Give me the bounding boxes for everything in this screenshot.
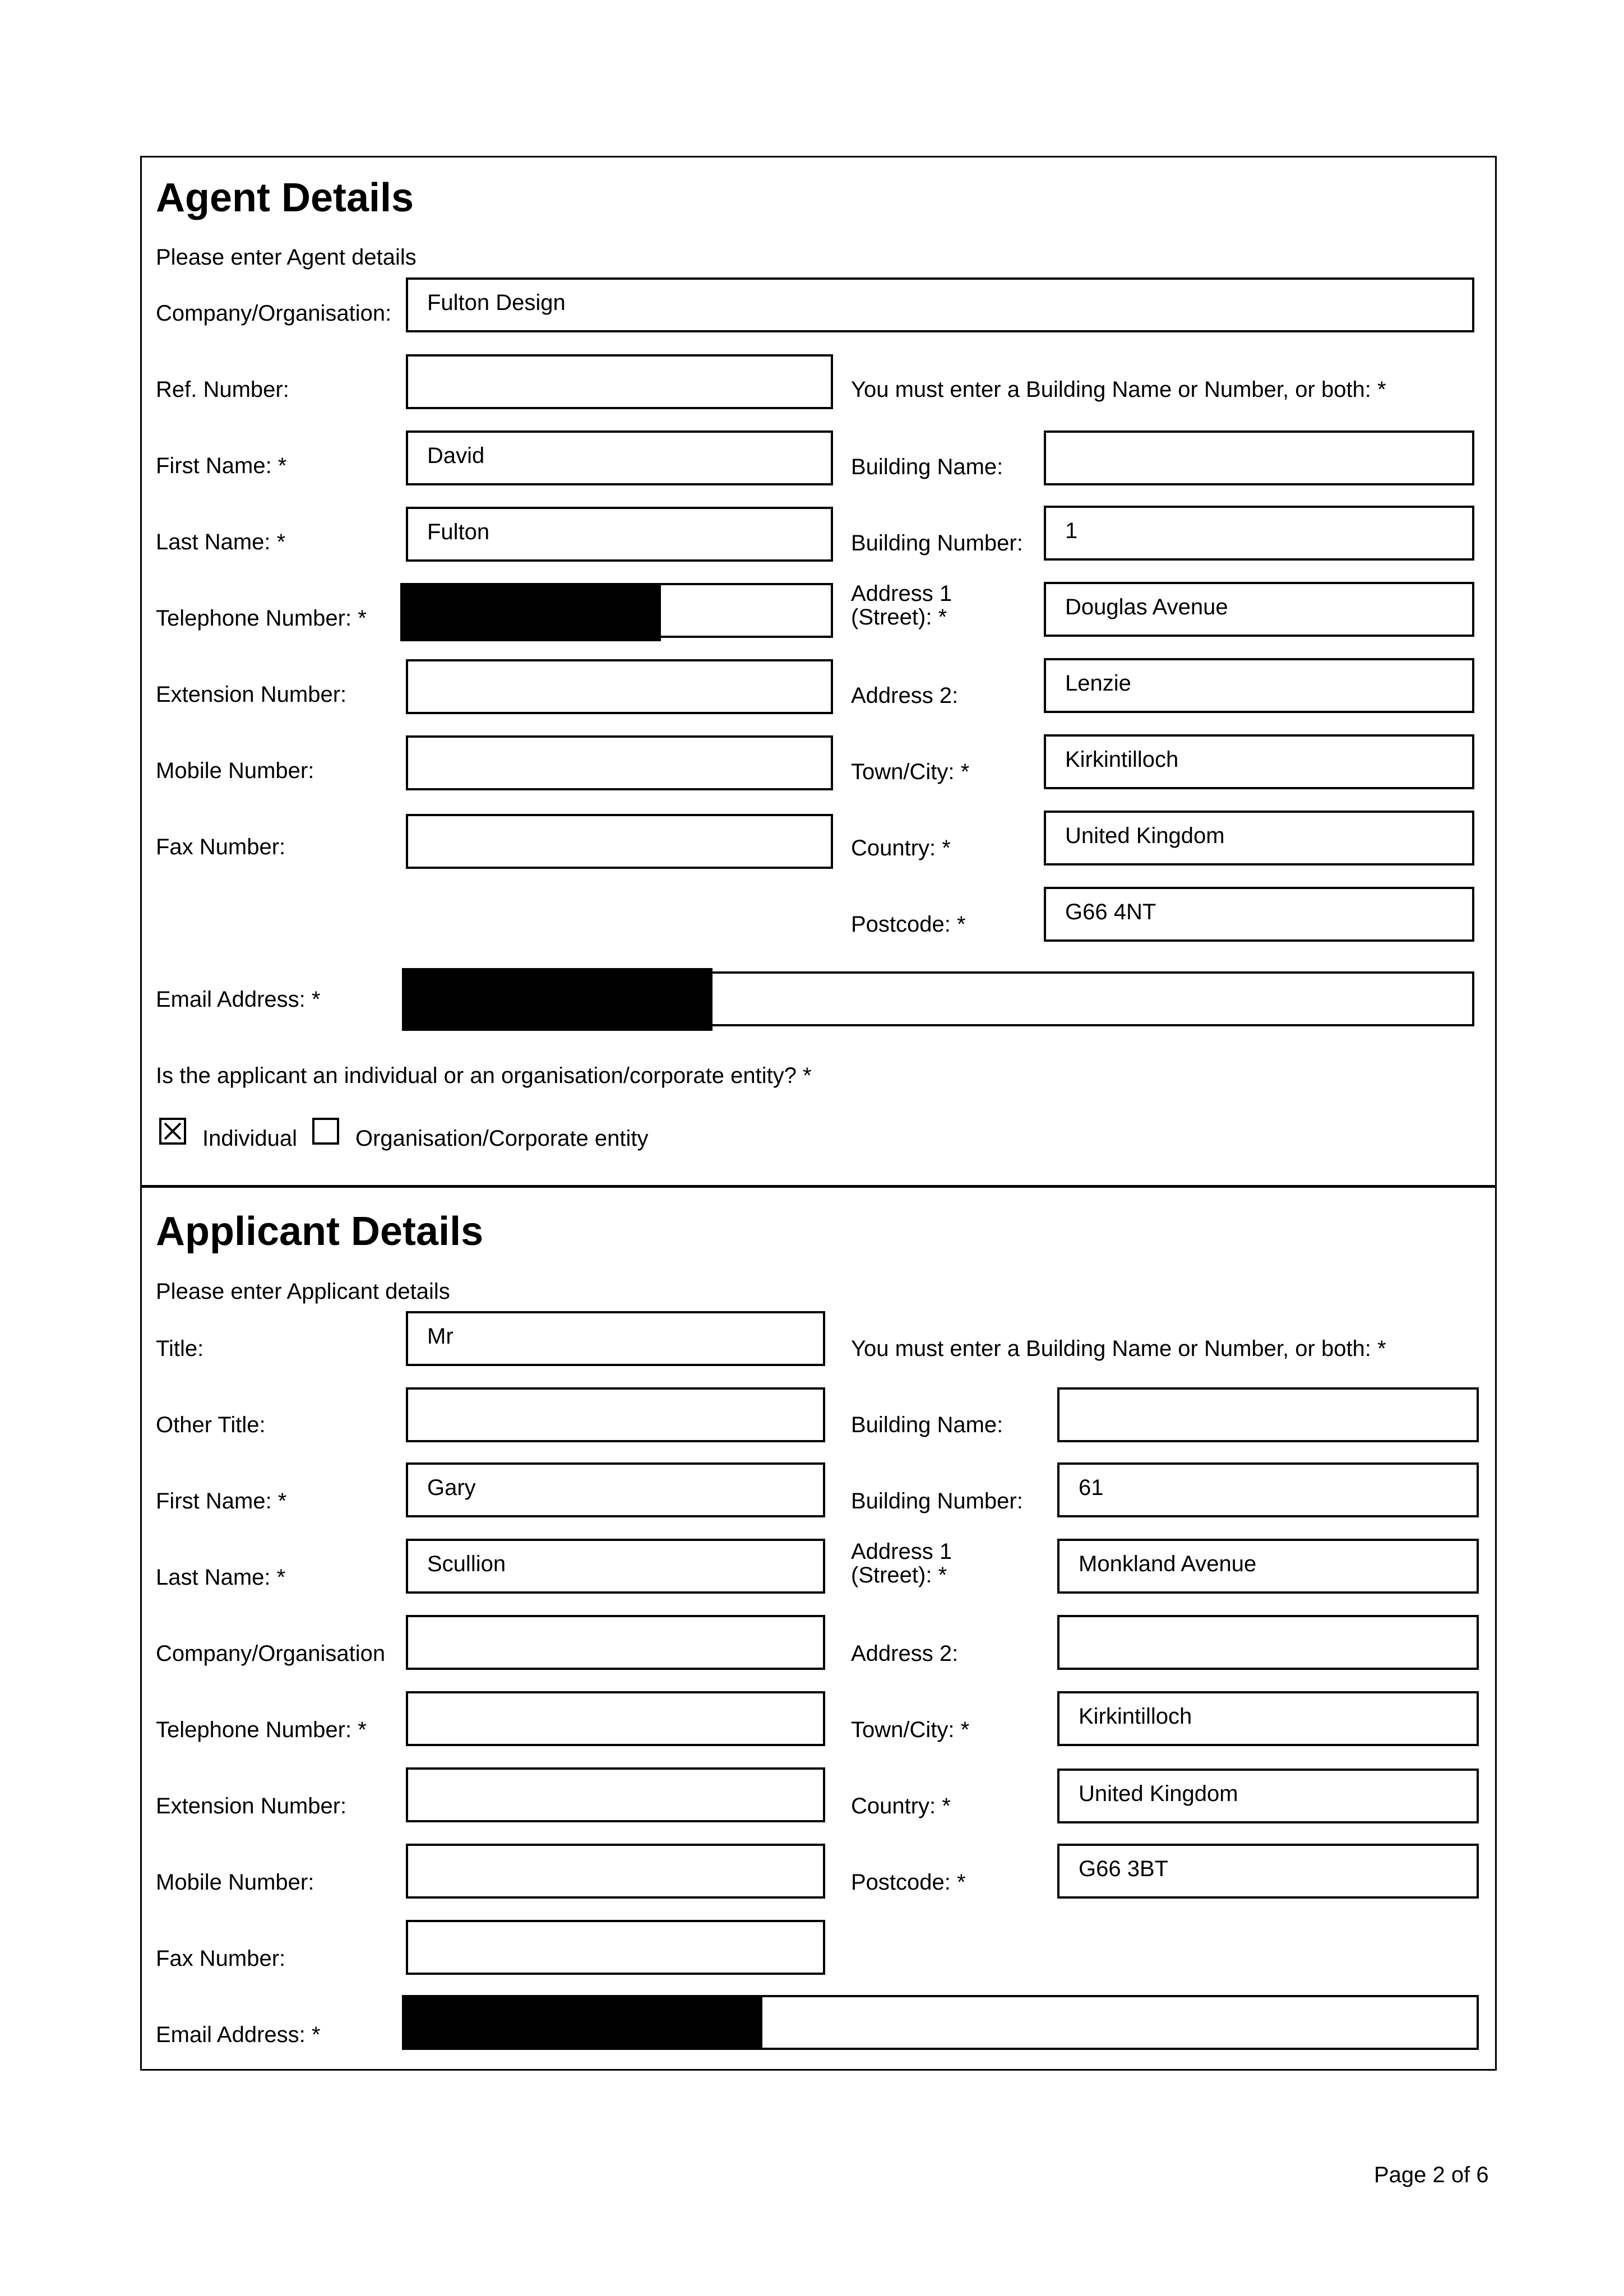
applicant-address2-label: Address 2: bbox=[851, 1641, 959, 1666]
agent-postcode-label: Postcode: * bbox=[851, 912, 966, 937]
agent-details-heading: Agent Details bbox=[156, 175, 414, 220]
agent-ref-field[interactable] bbox=[406, 354, 833, 409]
organisation-option-label: Organisation/Corporate entity bbox=[355, 1126, 649, 1151]
applicant-email-redaction bbox=[402, 1995, 762, 2050]
applicant-fax-label: Fax Number: bbox=[156, 1946, 286, 1971]
agent-country-label: Country: * bbox=[851, 836, 951, 860]
checkbox-cross-icon bbox=[161, 1120, 184, 1142]
applicant-building-name-label: Building Name: bbox=[851, 1413, 1003, 1437]
applicant-email-label: Email Address: * bbox=[156, 2022, 321, 2047]
applicant-country-field[interactable] bbox=[1057, 1769, 1479, 1823]
agent-address1-field[interactable] bbox=[1044, 582, 1474, 637]
applicant-country-value: United Kingdom bbox=[1079, 1781, 1238, 1806]
organisation-checkbox[interactable] bbox=[312, 1118, 339, 1145]
agent-town-field[interactable] bbox=[1044, 734, 1474, 789]
page-number: Page 2 of 6 bbox=[1374, 2163, 1489, 2187]
applicant-other-title-label: Other Title: bbox=[156, 1413, 266, 1437]
applicant-building-name-field[interactable] bbox=[1057, 1387, 1479, 1442]
agent-first-name-field[interactable] bbox=[406, 430, 833, 485]
agent-country-value: United Kingdom bbox=[1065, 823, 1225, 848]
agent-postcode-field[interactable] bbox=[1044, 887, 1474, 942]
applicant-last-name-label: Last Name: * bbox=[156, 1565, 286, 1590]
applicant-title-label: Title: bbox=[156, 1336, 204, 1361]
applicant-first-name-value: Gary bbox=[427, 1475, 476, 1500]
applicant-address1-value: Monkland Avenue bbox=[1079, 1552, 1257, 1576]
applicant-telephone-label: Telephone Number: * bbox=[156, 1718, 367, 1742]
agent-email-redaction bbox=[402, 968, 712, 1031]
agent-town-value: Kirkintilloch bbox=[1065, 747, 1179, 772]
agent-ref-label: Ref. Number: bbox=[156, 377, 289, 402]
section-divider bbox=[140, 1185, 1497, 1188]
applicant-mobile-field[interactable] bbox=[406, 1844, 825, 1899]
applicant-postcode-value: G66 3BT bbox=[1079, 1857, 1169, 1881]
applicant-first-name-field[interactable] bbox=[406, 1462, 825, 1517]
agent-building-name-field[interactable] bbox=[1044, 430, 1474, 485]
individual-option-label: Individual bbox=[202, 1126, 298, 1151]
applicant-company-label: Company/Organisation bbox=[156, 1641, 386, 1666]
agent-address2-field[interactable] bbox=[1044, 658, 1474, 713]
agent-fax-field[interactable] bbox=[406, 814, 833, 869]
applicant-country-label: Country: * bbox=[851, 1794, 951, 1818]
applicant-postcode-label: Postcode: * bbox=[851, 1870, 966, 1895]
applicant-address1-field[interactable] bbox=[1057, 1539, 1479, 1594]
applicant-fax-field[interactable] bbox=[406, 1920, 825, 1975]
agent-company-value: Fulton Design bbox=[427, 290, 566, 315]
agent-building-number-field[interactable] bbox=[1044, 506, 1474, 561]
agent-last-name-value: Fulton bbox=[427, 520, 490, 544]
agent-first-name-label: First Name: * bbox=[156, 453, 287, 478]
agent-building-number-value: 1 bbox=[1065, 519, 1078, 543]
applicant-last-name-value: Scullion bbox=[427, 1552, 506, 1576]
individual-checkbox[interactable] bbox=[159, 1118, 186, 1145]
agent-address1-label-line2: (Street): * bbox=[851, 605, 947, 629]
agent-fax-label: Fax Number: bbox=[156, 835, 286, 859]
applicant-town-field[interactable] bbox=[1057, 1691, 1479, 1746]
applicant-building-number-value: 61 bbox=[1079, 1475, 1104, 1500]
applicant-building-note: You must enter a Building Name or Number, or both: * bbox=[851, 1336, 1386, 1361]
applicant-town-label: Town/City: * bbox=[851, 1718, 970, 1742]
agent-email-label: Email Address: * bbox=[156, 987, 321, 1012]
applicant-address1-label-line2: (Street): * bbox=[851, 1563, 947, 1587]
agent-address2-value: Lenzie bbox=[1065, 671, 1131, 696]
applicant-building-number-field[interactable] bbox=[1057, 1462, 1479, 1517]
agent-country-field[interactable] bbox=[1044, 811, 1474, 865]
agent-extension-field[interactable] bbox=[406, 659, 833, 714]
agent-intro: Please enter Agent details bbox=[156, 245, 417, 270]
applicant-mobile-label: Mobile Number: bbox=[156, 1870, 314, 1895]
applicant-details-heading: Applicant Details bbox=[156, 1209, 484, 1254]
agent-town-label: Town/City: * bbox=[851, 760, 970, 784]
agent-extension-label: Extension Number: bbox=[156, 682, 347, 707]
applicant-company-field[interactable] bbox=[406, 1615, 825, 1670]
agent-telephone-label: Telephone Number: * bbox=[156, 606, 367, 631]
agent-company-label: Company/Organisation: bbox=[156, 301, 392, 326]
agent-building-note: You must enter a Building Name or Number, or both: * bbox=[851, 377, 1386, 402]
agent-first-name-value: David bbox=[427, 443, 485, 468]
agent-address1-label-line1: Address 1 bbox=[851, 581, 952, 606]
applicant-extension-label: Extension Number: bbox=[156, 1794, 347, 1818]
applicant-town-value: Kirkintilloch bbox=[1079, 1704, 1192, 1729]
agent-building-number-label: Building Number: bbox=[851, 531, 1023, 556]
agent-address1-value: Douglas Avenue bbox=[1065, 595, 1228, 619]
agent-mobile-label: Mobile Number: bbox=[156, 758, 314, 783]
applicant-address2-field[interactable] bbox=[1057, 1615, 1479, 1670]
agent-address2-label: Address 2: bbox=[851, 683, 959, 708]
applicant-intro: Please enter Applicant details bbox=[156, 1279, 450, 1304]
applicant-title-value: Mr bbox=[427, 1324, 454, 1349]
applicant-last-name-field[interactable] bbox=[406, 1539, 825, 1594]
agent-building-name-label: Building Name: bbox=[851, 455, 1003, 479]
applicant-postcode-field[interactable] bbox=[1057, 1844, 1479, 1899]
applicant-building-number-label: Building Number: bbox=[851, 1489, 1023, 1513]
applicant-address1-label-line1: Address 1 bbox=[851, 1539, 952, 1564]
agent-last-name-field[interactable] bbox=[406, 507, 833, 562]
applicant-first-name-label: First Name: * bbox=[156, 1489, 287, 1513]
agent-company-field[interactable] bbox=[406, 277, 1474, 332]
applicant-telephone-field[interactable] bbox=[406, 1691, 825, 1746]
agent-mobile-field[interactable] bbox=[406, 735, 833, 790]
applicant-type-question: Is the applicant an individual or an organisation/corporate entity? * bbox=[156, 1063, 812, 1088]
agent-last-name-label: Last Name: * bbox=[156, 530, 286, 554]
agent-postcode-value: G66 4NT bbox=[1065, 900, 1156, 924]
applicant-other-title-field[interactable] bbox=[406, 1387, 825, 1442]
agent-telephone-redaction bbox=[400, 583, 661, 641]
applicant-title-field[interactable] bbox=[406, 1311, 825, 1366]
applicant-extension-field[interactable] bbox=[406, 1767, 825, 1822]
